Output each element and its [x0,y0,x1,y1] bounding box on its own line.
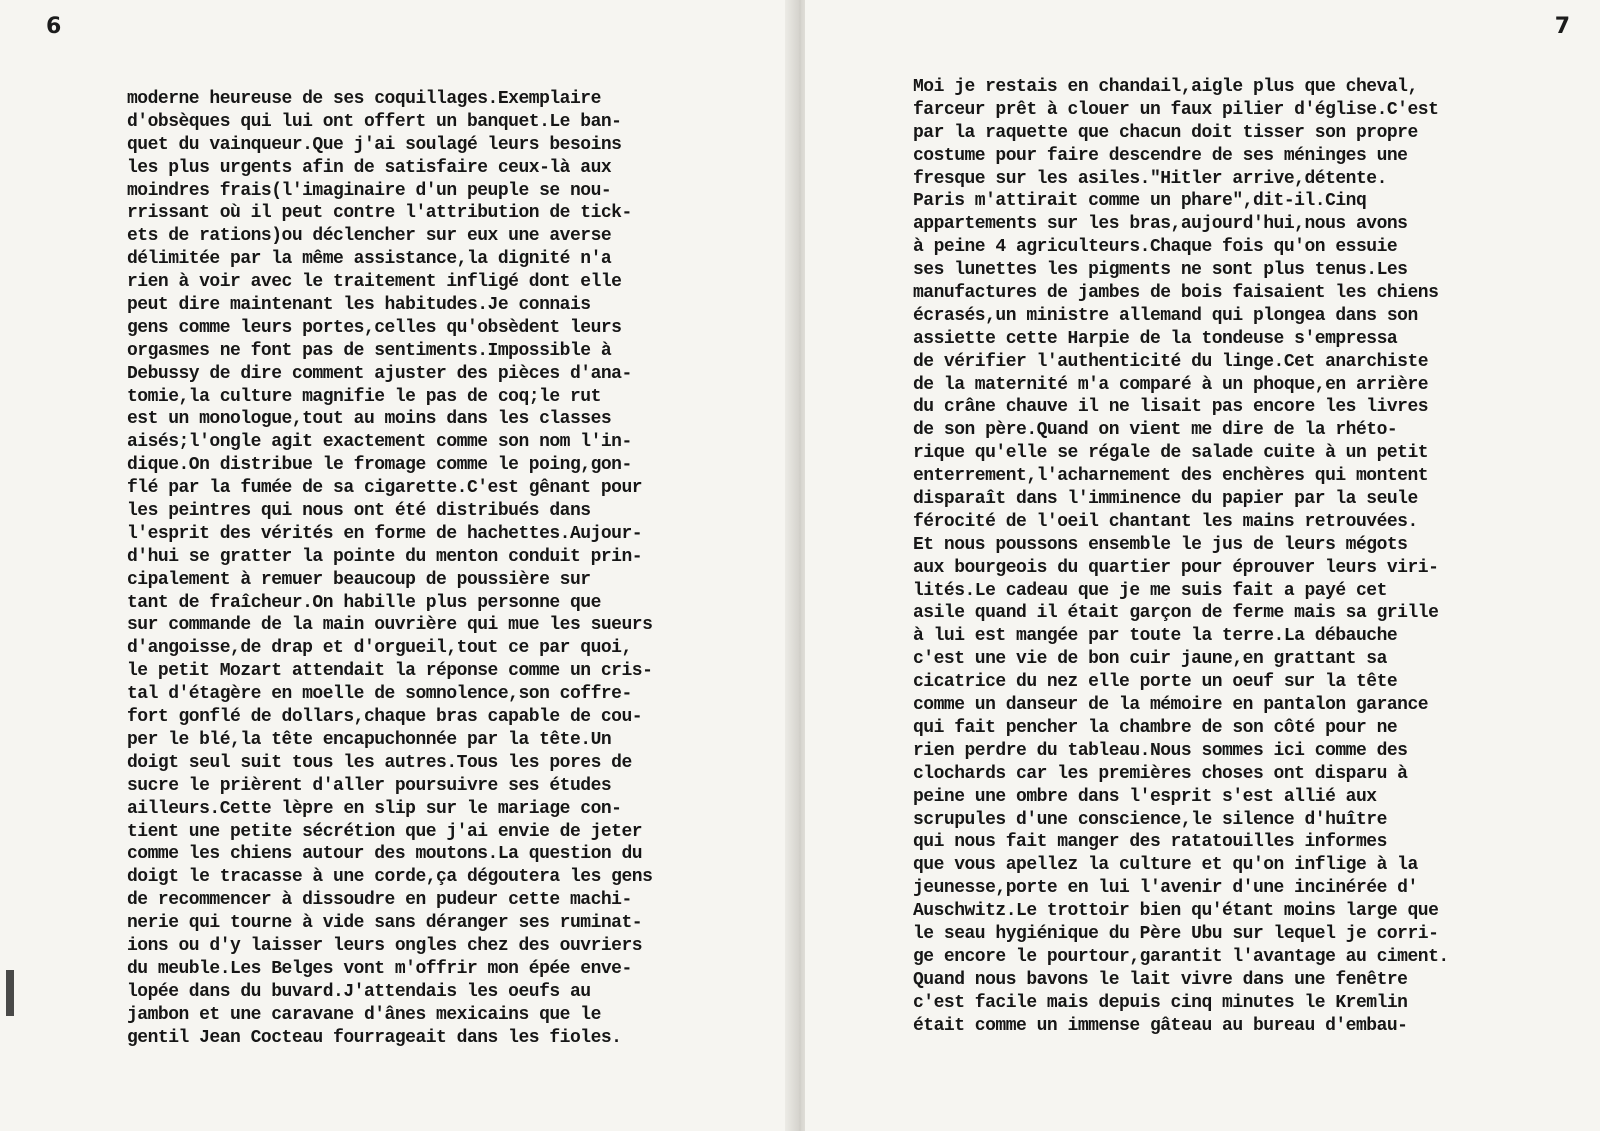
text-line: sucre le prièrent d'aller poursuivre ses études [127,775,612,796]
text-line: tient une petite sécrétion que j'ai envie de jeter [127,821,643,842]
text-line: comme un danseur de la mémoire en pantalon garance [913,695,1429,716]
text-line: flé par la fumée de sa cigarette.C'est gênant pour [127,478,643,499]
text-line: aisés;l'ongle agit exactement comme son nom l'in- [127,432,632,453]
text-line: d'obsèques qui lui ont offert un banquet.Le ban- [127,111,622,132]
text-line: qui fait pencher la chambre de son côté pour ne [913,717,1398,738]
text-line: farceur prêt à clouer un faux pilier d'église.C'est [913,99,1439,120]
text-line: ses lunettes les pigments ne sont plus tenus.Les [913,260,1408,281]
text-line: l'esprit des vérités en forme de hachettes.Aujour- [127,523,643,544]
text-line: asile quand il était garçon de ferme mais sa grille [913,603,1439,624]
text-line: du crâne chauve il ne lisait pas encore les livres [913,397,1429,418]
text-line: doigt seul suit tous les autres.Tous les pores de [127,752,632,773]
text-line: jambon et une caravane d'ânes mexicains que le [127,1004,601,1025]
text-line: ets de rations)ou déclencher sur eux une averse [127,226,612,247]
text-line: orgasmes ne font pas de sentiments.Impossible à [127,340,612,361]
text-line: par la raquette que chacun doit tisser son propre [913,122,1418,143]
text-line: lités.Le cadeau que je me suis fait a payé cet [913,580,1387,601]
text-line: les plus urgents afin de satisfaire ceux-là aux [127,157,612,178]
text-line: ailleurs.Cette lèpre en slip sur le mariage con- [127,798,622,819]
text-line: gentil Jean Cocteau fourrageait dans les fioles. [127,1027,622,1048]
right-page-number: 7 [1554,14,1570,39]
text-line: clochards car les premières choses ont disparu à [913,763,1408,784]
text-line: appartements sur les bras,aujourd'hui,nous avons [913,214,1408,235]
left-page [0,0,795,1131]
text-line: Paris m'attirait comme un phare",dit-il.Cinq [913,191,1367,212]
text-line: écrasés,un ministre allemand qui plongea dans son [913,305,1418,326]
text-line: de recommencer à dissoudre en pudeur cette machi- [127,890,632,911]
text-line: gens comme leurs portes,celles qu'obsèdent leurs [127,317,622,338]
text-line: Auschwitz.Le trottoir bien qu'étant moins large que [913,901,1439,922]
text-line: fresque sur les asiles."Hitler arrive,détente. [913,168,1387,189]
text-line: sur commande de la main ouvrière qui mue les sueurs [127,615,653,636]
text-line: était comme un immense gâteau au bureau d'embau- [913,1015,1408,1036]
text-line: costume pour faire descendre de ses méninges une [913,145,1408,166]
text-line: lopée dans du buvard.J'attendais les oeufs au [127,981,591,1002]
text-line: férocité de l'oeil chantant les mains retrouvées. [913,511,1418,532]
text-line: fort gonflé de dollars,chaque bras capable de cou- [127,707,643,728]
text-line: Et nous poussons ensemble le jus de leurs mégots [913,534,1408,555]
text-line: scrupules d'une conscience,le silence d'huître [913,809,1387,830]
text-line: comme les chiens autour des moutons.La question du [127,844,643,865]
right-page [805,0,1600,1131]
text-line: rrissant où il peut contre l'attribution de tick- [127,203,632,224]
text-line: de son père.Quand on vient me dire de la rhéto- [913,420,1398,441]
text-line: peine une ombre dans l'esprit s'est allié aux [913,786,1377,807]
text-line: du meuble.Les Belges vont m'offrir mon épée enve- [127,958,632,979]
left-page-number: 6 [46,14,62,39]
text-line: d'angoisse,de drap et d'orgueil,tout ce par quoi, [127,638,632,659]
text-line: aux bourgeois du quartier pour éprouver leurs viri- [913,557,1439,578]
text-line: assiette cette Harpie de la tondeuse s'empressa [913,328,1398,349]
text-line: à lui est mangée par toute la terre.La débauche [913,626,1398,647]
text-line: doigt le tracasse à une corde,ça dégoutera les gens [127,867,653,888]
text-line: dique.On distribue le fromage comme le poing,gon- [127,455,632,476]
text-line: ions ou d'y laisser leurs ongles chez des ouvriers [127,935,643,956]
left-page-text [127,88,652,1049]
text-line: enterrement,l'acharnement des enchères qui montent [913,466,1429,487]
text-line: à peine 4 agriculteurs.Chaque fois qu'on essuie [913,237,1398,258]
text-line: tal d'étagère en moelle de somnolence,son coffre- [127,684,632,705]
text-line: rique qu'elle se régale de salade cuite à un petit [913,443,1429,464]
text-line: cipalement à remuer beaucoup de poussière sur [127,569,591,590]
text-line: nerie qui tourne à vide sans déranger ses ruminat- [127,913,643,934]
text-line: peut dire maintenant les habitudes.Je connais [127,295,591,316]
text-line: Debussy de dire comment ajuster des pièces d'ana- [127,363,632,384]
text-line: moderne heureuse de ses coquillages.Exemplaire [127,89,601,109]
text-line: Moi je restais en chandail,aigle plus que cheval, [913,77,1418,97]
text-line: rien perdre du tableau.Nous sommes ici comme des [913,740,1408,761]
text-line: c'est une vie de bon cuir jaune,en grattant sa [913,649,1387,670]
margin-mark [6,970,14,1016]
text-line: tomie,la culture magnifie le pas de coq;le rut [127,386,601,407]
text-line: tant de fraîcheur.On habille plus personne que [127,592,601,613]
text-line: ge encore le pourtour,garantit l'avantage au ciment. [913,946,1449,967]
text-line: est un monologue,tout au moins dans les classes [127,409,612,430]
text-line: Quand nous bavons le lait vivre dans une fenêtre [913,969,1408,990]
text-line: moindres frais(l'imaginaire d'un peuple se nou- [127,180,612,201]
text-line: de la maternité m'a comparé à un phoque,en arrière [913,374,1429,395]
text-line: les peintres qui nous ont été distribués dans [127,501,591,522]
text-line: d'hui se gratter la pointe du menton conduit prin- [127,546,643,567]
text-line: disparaît dans l'imminence du papier par la seule [913,489,1418,510]
text-line: rien à voir avec le traitement infligé dont elle [127,272,622,293]
right-page-text [913,76,1449,1037]
text-line: manufactures de jambes de bois faisaient les chiens [913,283,1439,304]
text-line: per le blé,la tête encapuchonnée par la tête.Un [127,729,612,750]
text-line: de vérifier l'authenticité du linge.Cet anarchiste [913,351,1429,372]
text-line: quet du vainqueur.Que j'ai soulagé leurs besoins [127,134,622,155]
text-line: jeunesse,porte en lui l'avenir d'une incinérée d' [913,878,1418,899]
text-line: délimitée par la même assistance,la dignité n'a [127,249,612,270]
text-line: c'est facile mais depuis cinq minutes le Kremlin [913,992,1408,1013]
text-line: le seau hygiénique du Père Ubu sur lequel je corri- [913,923,1439,944]
text-line: qui nous fait manger des ratatouilles informes [913,832,1387,853]
text-line: cicatrice du nez elle porte un oeuf sur la tête [913,672,1398,693]
text-line: que vous apellez la culture et qu'on inflige à la [913,855,1418,876]
text-line: le petit Mozart attendait la réponse comme un cris- [127,661,653,682]
